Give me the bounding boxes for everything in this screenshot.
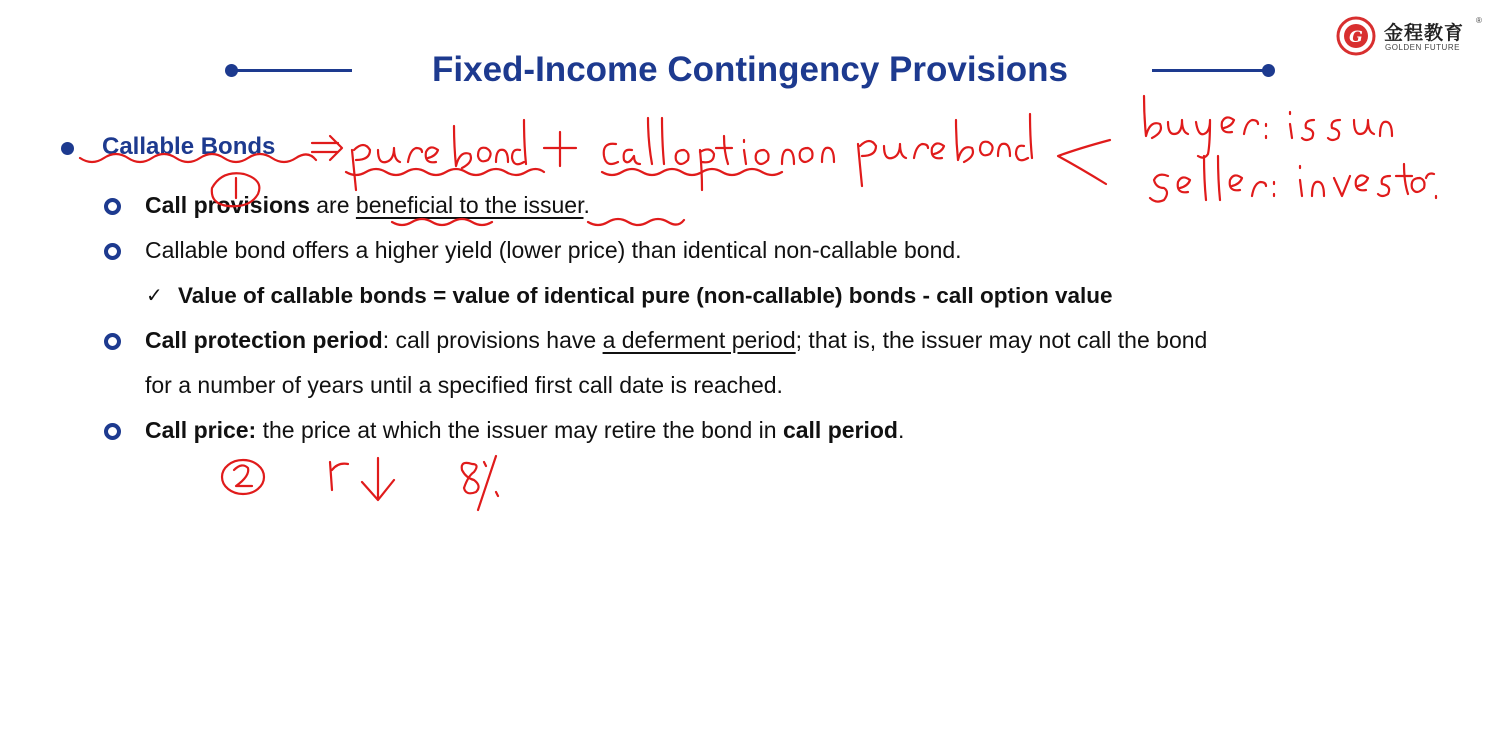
item-text-end: . (897, 417, 905, 443)
section-heading: Callable Bonds (102, 133, 276, 160)
item-text: are (309, 192, 356, 218)
ink-word-pure-2 (858, 141, 944, 186)
ink-word-pure (352, 145, 438, 190)
ink-word-issuer (1290, 112, 1392, 140)
title-right-rule (1152, 69, 1267, 72)
item-text-end: ; that is, the issuer may not call the bond (795, 327, 1208, 353)
logo-chinese-text: 金程教育 (1384, 22, 1465, 44)
list-bullet-ring (104, 423, 121, 440)
term-call-provisions: Call provisions (145, 192, 310, 218)
ink-word-option (676, 136, 794, 190)
ink-letter-r (330, 462, 348, 490)
check-item: Value of callable bonds = value of identical pure (non-callable) bonds - call option value (178, 283, 1113, 308)
ink-wave-beneficial (392, 219, 684, 225)
ink-plus (544, 132, 576, 166)
item-text: : call provisions have (382, 327, 603, 353)
svg-text:G: G (1349, 27, 1363, 46)
list-item (145, 327, 1207, 354)
list-bullet-ring (104, 243, 121, 260)
ink-word-call (604, 118, 664, 164)
ink-word-seller (1150, 156, 1274, 202)
ink-word-buyer (1144, 96, 1266, 158)
title-right-dot (1262, 64, 1275, 77)
list-item-continuation: for a number of years until a specified first call date is reached. (145, 372, 783, 398)
ink-wave-pure-bond (346, 169, 544, 175)
ink-word-on (800, 148, 834, 162)
underlined-phrase: a deferment period (602, 327, 796, 353)
list-item (145, 417, 904, 444)
list-item: Callable bond offers a higher yield (lower price) than identical non-callable bond. (145, 237, 962, 263)
item-text: the price at which the issuer may retire the bond in (256, 417, 783, 443)
term-call-protection-period: Call protection period (145, 327, 383, 353)
ink-double-arrow (312, 136, 342, 160)
ink-circle-two (222, 460, 264, 494)
ink-digit-two (234, 465, 252, 486)
ink-word-investor (1300, 164, 1436, 198)
logo-english-text: GOLDEN FUTURE (1385, 43, 1460, 52)
ink-word-bond-2 (956, 114, 1032, 162)
slide-title: Fixed-Income Contingency Provisions (432, 50, 1068, 89)
logo-registered-mark: ® (1476, 16, 1482, 25)
list-item (145, 192, 590, 219)
heading-bullet (61, 142, 74, 155)
ink-bracket (1058, 140, 1110, 184)
checkmark-icon: ✓ (146, 283, 163, 307)
list-bullet-ring (104, 333, 121, 350)
ink-digit-eight (462, 463, 479, 493)
list-bullet-ring (104, 198, 121, 215)
underlined-phrase: beneficial to the issuer (355, 192, 584, 218)
ink-wave-call-option (602, 169, 782, 175)
ink-percent (478, 456, 498, 510)
term-call-price: Call price: (145, 417, 257, 443)
ink-word-bond (454, 120, 526, 168)
item-text-end: . (583, 192, 590, 218)
term-call-period: call period (782, 417, 898, 443)
ink-arrow-down (362, 458, 394, 500)
